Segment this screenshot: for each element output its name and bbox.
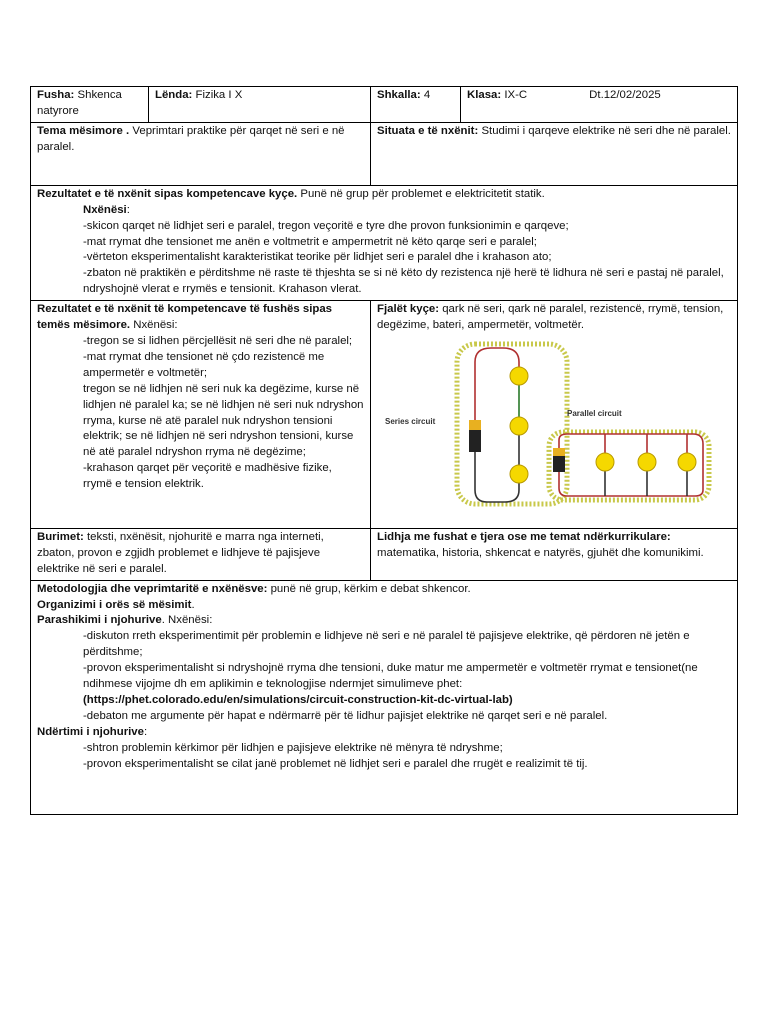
nxenesi-colon: : — [126, 203, 130, 216]
organizimi-dot: . — [191, 598, 195, 611]
burimet-text: teksti, nxënësit, njohuritë e marra nga interneti, zbaton, provon e zgjidh problemet e lidhjeve të pajisjeve elektrike në seri e paralel. — [37, 530, 324, 575]
burimet-row — [31, 528, 738, 580]
lenda-label: Lënda: — [155, 89, 193, 101]
metodologjia-cell — [31, 580, 738, 814]
tema-row — [31, 122, 738, 185]
kyce-item: -zbaton në praktikën e përditshme në raste të thjeshta se si në këto dy rezistenca një herë të lidhura në seri e pastaj në paralel, ndryshojnë vlerat e rrymës e tensionit. Krahason vlerat. — [83, 267, 724, 296]
situata-text: Studimi i qarqeve elektrike në seri dhe në paralel. — [478, 124, 731, 137]
burimet-cell — [31, 528, 371, 580]
phet-link[interactable]: (https://phet.colorado.edu/en/simulations/circuit-construction-kit-dc-virtual-lab) — [83, 693, 513, 706]
tema-label: Tema mësimore . — [37, 124, 130, 137]
rezultatet-kyce-row — [31, 185, 738, 300]
lenda-value: Fizika I X — [195, 89, 243, 101]
rezultatet-kyce-text: Punë në grup për problemet e elektricitetit statik. — [297, 187, 545, 200]
fjalet-kyce-label: Fjalët kyçe: — [377, 303, 440, 316]
rezultatet-fusha-label: Rezultatet e të nxënit të kompetencave të fushës sipas temës mësimore. — [37, 303, 332, 332]
parallel-circuit — [549, 409, 709, 500]
klasa-cell — [461, 87, 738, 123]
parashikimi-item: -provon eksperimentalisht si ndryshojnë rryma dhe tensioni, duke matur me ampermetër e voltmetër rrymat e tensionet(ne ndihmese vijojme dh em aplikimin e teknologjise ndermjet simulimeve phet: — [83, 662, 698, 691]
bulb-icon — [510, 465, 528, 483]
situata-cell — [371, 122, 738, 185]
organizimi-label: Organizimi i orës së mësimit — [37, 598, 192, 611]
lidhja-label: Lidhja me fushat e tjera ose me temat ndërkurrikulare: — [377, 530, 671, 543]
bulb-icon — [510, 417, 528, 435]
rezultatet-fusha-row — [31, 301, 738, 529]
shkalla-cell — [371, 87, 461, 123]
circuit-diagram — [377, 340, 727, 520]
fusha-item: tregon se në lidhjen në seri nuk ka degëzime, kurse në lidhjen në paralel ka; se në lidhjen në seri nuk ndryshon rryma, kurse në atë paralel nuk ndryshon tensioni elektrik; se në lidhjen në seri ndryshon tensioni, kurse në atë paralel ndryshon rryma në degëzime; — [83, 382, 364, 459]
rezultatet-kyce-label: Rezultatet e të nxënit sipas kompetencave kyçe. — [37, 187, 298, 200]
lesson-plan-table — [30, 86, 738, 815]
ndertimi-label: Ndërtimi i njohurive — [37, 725, 144, 738]
debat-item: -debaton me argumente për hapat e ndërmarrë për të lidhur pajisjet elektrike në qarqet seri e në paralel. — [83, 709, 608, 722]
metodologjia-row — [31, 580, 738, 814]
bulb-icon — [596, 453, 614, 471]
kyce-item: -mat rrymat dhe tensionet me anën e voltmetrit e ampermetrit në këto qarqe seri e paralel; — [83, 235, 537, 248]
rezultatet-fusha-text: Nxënësi: — [130, 319, 178, 332]
fjalet-kyce-text: qark në seri, qark në paralel, rezistencë, rrymë, tension, degëzime, bateri, ampermetër, voltmetër. — [377, 303, 724, 332]
ndertimi-colon: : — [143, 725, 148, 738]
parashikimi-text: . Nxënësi: — [161, 614, 213, 627]
fusha-value: Shkenca natyrore — [37, 89, 122, 117]
shkalla-value: 4 — [423, 89, 431, 101]
burimet-label: Burimet: — [37, 530, 84, 543]
bulb-icon — [510, 367, 528, 385]
klasa-label: Klasa: — [467, 89, 502, 101]
parallel-label: Parallel circuit — [567, 408, 622, 418]
rezultatet-kyce-cell — [31, 185, 738, 300]
bulb-icon — [638, 453, 656, 471]
ndertimi-item: -provon eksperimentalisht se cilat janë problemet në lidhjet seri e paralel dhe rrugët e realizimit të tij. — [83, 757, 588, 770]
nxenesi-label: Nxënësi — [83, 203, 127, 216]
kyce-item: -skicon qarqet në lidhjet seri e paralel, tregon veçoritë e tyre dhe provon funksionimin e qarqeve; — [83, 219, 569, 232]
lenda-cell — [149, 87, 371, 123]
lesson-plan — [30, 86, 737, 815]
tema-cell — [31, 122, 371, 185]
situata-label: Situata e të nxënit: — [377, 124, 479, 137]
parashikimi-item: -diskuton rreth eksperimentimit për problemin e lidhjeve në seri e në paralel të pajisjeve elektrike, që përdoren në jetën e përditshme; — [83, 630, 690, 659]
tema-text: Veprimtari praktike për qarqet në seri e në paralel. — [37, 124, 345, 153]
bulb-icon — [678, 453, 696, 471]
series-label: Series circuit — [385, 416, 436, 426]
fusha-cell — [31, 87, 149, 123]
parashikimi-label: Parashikimi i njohurive — [37, 614, 162, 627]
fusha-item: -mat rrymat dhe tensionet në çdo rezistencë me ampermetër e voltmetër; — [83, 350, 325, 379]
shkalla-label: Shkalla: — [377, 89, 421, 101]
fusha-label: Fusha: — [37, 89, 75, 101]
ndertimi-item: -shtron problemin kërkimor për lidhjen e pajisjeve elektrike në mënyra të ndryshme; — [83, 741, 503, 754]
header-row — [31, 87, 738, 123]
lidhja-text: matematika, historia, shkencat e natyrës, gjuhët dhe komunikimi. — [377, 546, 704, 559]
fjalet-kyce-cell — [371, 301, 738, 529]
fusha-item: -krahason qarqet për veçoritë e madhësive fizike, rrymë e tension elektrik. — [83, 462, 332, 491]
series-circuit — [385, 344, 567, 504]
lidhja-cell — [371, 528, 738, 580]
fusha-item: -tregon se si lidhen përcjellësit në seri dhe në paralel; — [83, 334, 353, 347]
metodologjia-label: Metodologjia dhe veprimtaritë e nxënësve: — [37, 582, 268, 595]
metodologjia-text: punë në grup, kërkim e debat shkencor. — [267, 582, 471, 595]
klasa-value: IX-C — [504, 89, 528, 101]
rezultatet-fusha-cell — [31, 301, 371, 529]
kyce-item: -vërteton eksperimentalisht karakteristikat teorike për lidhjet seri e paralel dhe i krahason ato; — [83, 251, 552, 264]
date: Dt.12/02/2025 — [589, 89, 661, 101]
